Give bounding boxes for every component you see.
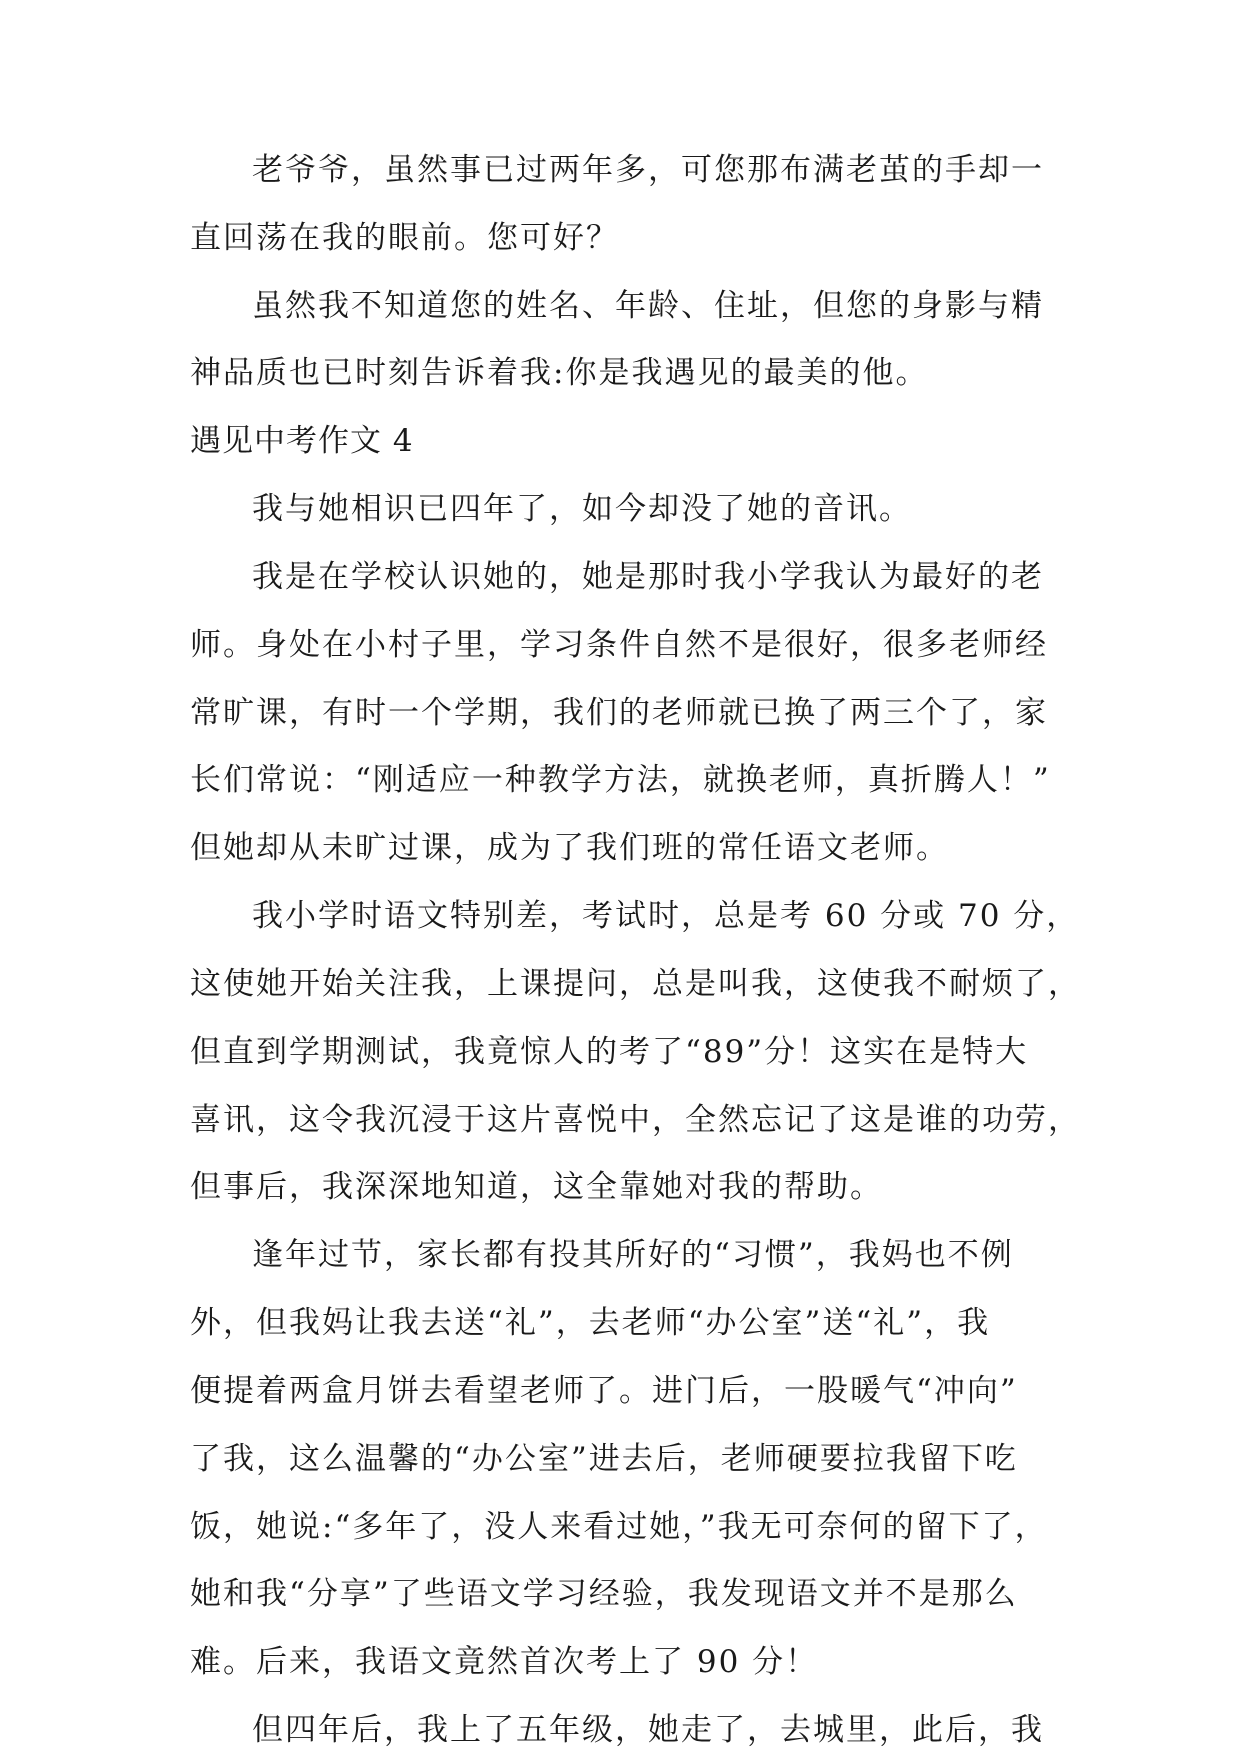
paragraph-line: 我是在学校认识她的，她是那时我小学我认为最好的老 — [252, 559, 1044, 595]
paragraph-line: 直回荡在我的眼前。您可好？ — [190, 220, 619, 256]
paragraph-line: 老爷爷，虽然事已过两年多，可您那布满老茧的手却一 — [252, 152, 1044, 188]
paragraph-line: 长们常说：“刚适应一种教学方法，就换老师，真折腾人！” — [190, 762, 1051, 798]
paragraph-line: 难。后来，我语文竟然首次考上了 90 分！ — [190, 1644, 819, 1680]
paragraph-line: 但事后，我深深地知道，这全靠她对我的帮助。 — [190, 1169, 883, 1205]
paragraph-line: 但四年后，我上了五年级，她走了，去城里，此后，我 — [252, 1712, 1044, 1748]
paragraph-line: 我小学时语文特别差，考试时，总是考 60 分或 70 分， — [252, 898, 1080, 934]
paragraph-line: 这使她开始关注我，上课提问，总是叫我，这使我不耐烦了， — [190, 966, 1081, 1002]
paragraph-line: 但她却从未旷过课，成为了我们班的常任语文老师。 — [190, 830, 949, 866]
paragraph-line: 逢年过节，家长都有投其所好的“习惯”，我妈也不例 — [252, 1237, 1014, 1273]
paragraph-line: 师。身处在小村子里，学习条件自然不是很好，很多老师经 — [190, 627, 1048, 663]
paragraph-line: 外，但我妈让我去送“礼”，去老师“办公室”送“礼”，我 — [190, 1305, 991, 1341]
section-heading: 遇见中考作文 4 — [190, 423, 414, 459]
paragraph-line: 虽然我不知道您的姓名、年龄、住址，但您的身影与精 — [252, 288, 1044, 324]
paragraph-line: 我与她相识已四年了，如今却没了她的音讯。 — [252, 491, 912, 527]
paragraph-line: 常旷课，有时一个学期，我们的老师就已换了两三个了，家 — [190, 695, 1048, 731]
paragraph-line: 便提着两盒月饼去看望老师了。进门后，一股暖气“冲向” — [190, 1373, 1018, 1409]
paragraph-line: 了我，这么温馨的“办公室”进去后，老师硬要拉我留下吃 — [190, 1441, 1018, 1477]
paragraph-line: 神品质也已时刻告诉着我:你是我遇见的最美的他。 — [190, 355, 929, 391]
paragraph-line: 但直到学期测试，我竟惊人的考了“89”分！这实在是特大 — [190, 1034, 1029, 1070]
paragraph-line: 她和我“分享”了些语文学习经验，我发现语文并不是那么 — [190, 1576, 1018, 1612]
paragraph-line: 喜讯，这令我沉浸于这片喜悦中，全然忘记了这是谁的功劳， — [190, 1102, 1081, 1138]
paragraph-line: 饭，她说:“多年了，没人来看过她，”我无可奈何的留下了， — [190, 1509, 1048, 1545]
